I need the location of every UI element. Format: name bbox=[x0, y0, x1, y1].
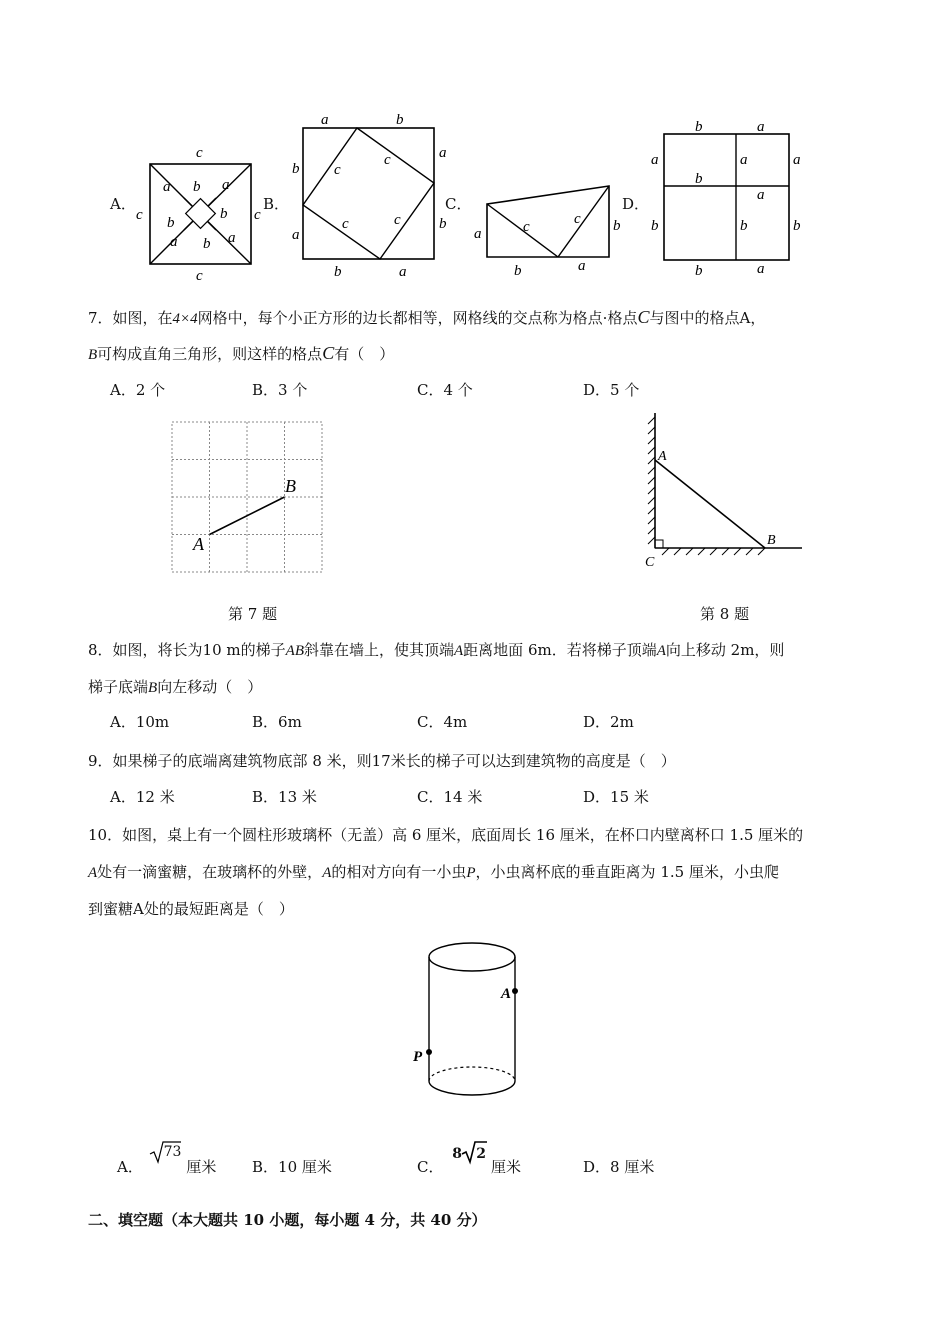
q7-option-a[interactable]: A．2 个 bbox=[110, 381, 166, 399]
svg-text:b: b bbox=[439, 216, 447, 232]
point-a-label: A bbox=[193, 534, 204, 554]
q6-figure-c bbox=[470, 175, 630, 285]
q6a-label-c-bottom: c bbox=[196, 268, 203, 280]
q8-option-a[interactable]: A．10m bbox=[110, 713, 170, 731]
q6-figure-d bbox=[645, 110, 815, 285]
svg-text:c: c bbox=[334, 162, 341, 178]
q10-stem-line1: 10．如图，桌上有一个圆柱形玻璃杯（无盖）高 6 厘米，底面周长 16 厘米，在杯口内壁离杯口 1.5 厘米的 bbox=[88, 826, 804, 844]
svg-text:b: b bbox=[613, 218, 621, 234]
svg-text:a: a bbox=[757, 119, 765, 135]
point-b-label: B bbox=[285, 476, 296, 496]
svg-text:C: C bbox=[645, 555, 655, 570]
q6-option-c-label[interactable]: C． bbox=[445, 195, 472, 213]
q9-option-b[interactable]: B．13 米 bbox=[252, 788, 317, 806]
section-2-title: 二、填空题（本大题共 10 小题，每小题 4 分，共 40 分） bbox=[88, 1211, 487, 1229]
svg-text:a: a bbox=[439, 145, 447, 161]
q8-stem-line2: 梯子底端B向左移动（ ） bbox=[88, 678, 263, 696]
point-p-dot bbox=[426, 1049, 432, 1055]
svg-text:a: a bbox=[757, 187, 765, 203]
svg-text:a: a bbox=[321, 112, 329, 128]
svg-text:a: a bbox=[651, 152, 659, 168]
svg-text:a: a bbox=[292, 227, 300, 243]
q7-option-c[interactable]: C．4 个 bbox=[417, 381, 473, 399]
svg-text:a: a bbox=[170, 234, 178, 250]
svg-text:A: A bbox=[658, 449, 667, 464]
svg-text:a: a bbox=[399, 264, 407, 280]
svg-text:b: b bbox=[193, 179, 201, 195]
svg-text:a: a bbox=[222, 177, 230, 193]
ladder-ab bbox=[655, 460, 765, 548]
svg-text:b: b bbox=[695, 171, 703, 187]
q7-grid-figure bbox=[165, 415, 335, 580]
q10-stem-line3: 到蜜糖A处的最短距离是（ ） bbox=[88, 900, 294, 918]
svg-text:a: a bbox=[757, 261, 765, 277]
q6-figure-a bbox=[130, 140, 270, 280]
svg-text:c: c bbox=[523, 219, 530, 235]
q8-option-c[interactable]: C．4m bbox=[417, 713, 468, 731]
q9-option-d[interactable]: D．15 米 bbox=[583, 788, 649, 806]
svg-text:b: b bbox=[334, 264, 342, 280]
svg-text:c: c bbox=[342, 216, 349, 232]
q6a-label-c-top: c bbox=[196, 145, 203, 161]
svg-text:b: b bbox=[203, 236, 211, 252]
q6-figure-b bbox=[284, 110, 454, 280]
q10-option-a[interactable]: A． 73 厘米 bbox=[117, 1152, 216, 1177]
q8-option-b[interactable]: B．6m bbox=[252, 713, 302, 731]
svg-text:b: b bbox=[651, 218, 659, 234]
q10-cylinder-figure bbox=[405, 935, 535, 1105]
q7-caption: 第 7 题 bbox=[228, 605, 278, 623]
svg-text:c: c bbox=[574, 211, 581, 227]
svg-text:b: b bbox=[220, 206, 228, 222]
svg-text:a: a bbox=[740, 152, 748, 168]
svg-text:a: a bbox=[228, 230, 236, 246]
svg-text:b: b bbox=[514, 263, 522, 279]
q10-stem-line2: A处有一滴蜜糖，在玻璃杯的外壁，A的相对方向有一小虫P，小虫离杯底的垂直距离为 1.5 厘米，小虫爬 bbox=[88, 863, 779, 881]
svg-text:b: b bbox=[167, 215, 175, 231]
svg-text:P: P bbox=[413, 1049, 423, 1065]
q8-caption: 第 8 题 bbox=[700, 605, 750, 623]
q7-option-b[interactable]: B．3 个 bbox=[252, 381, 308, 399]
svg-text:b: b bbox=[695, 119, 703, 135]
q8-option-d[interactable]: D．2m bbox=[583, 713, 634, 731]
svg-text:a: a bbox=[474, 226, 482, 242]
point-a-dot bbox=[512, 988, 518, 994]
q6-option-d-label[interactable]: D． bbox=[622, 195, 650, 213]
q6a-label-c-right: c bbox=[254, 207, 261, 223]
q6-option-b-label[interactable]: B． bbox=[263, 195, 290, 213]
q9-option-c[interactable]: C．14 米 bbox=[417, 788, 483, 806]
q10-option-d[interactable]: D．8 厘米 bbox=[583, 1158, 655, 1176]
svg-text:a: a bbox=[793, 152, 801, 168]
svg-text:b: b bbox=[292, 161, 300, 177]
svg-text:b: b bbox=[793, 218, 801, 234]
q10-option-b[interactable]: B．10 厘米 bbox=[252, 1158, 332, 1176]
q10-option-c[interactable]: C． 8 2 厘米 bbox=[417, 1152, 521, 1177]
q7-option-d[interactable]: D．5 个 bbox=[583, 381, 640, 399]
q7-stem-line1: 7．如图，在4×4网格中，每个小正方形的边长都相等，网格线的交点称为格点·格点C与图中的格点A， bbox=[88, 307, 766, 327]
svg-text:b: b bbox=[740, 218, 748, 234]
svg-text:a: a bbox=[163, 179, 171, 195]
q6-option-a-label[interactable]: A． bbox=[110, 195, 136, 213]
svg-text:b: b bbox=[695, 263, 703, 279]
svg-text:c: c bbox=[384, 152, 391, 168]
svg-text:c: c bbox=[394, 212, 401, 228]
q9-option-a[interactable]: A．12 米 bbox=[110, 788, 175, 806]
q6a-label-c-left: c bbox=[136, 207, 143, 223]
q8-stem-line1: 8．如图，将长为10 m的梯子AB斜靠在墙上，使其顶端A距离地面 6m．若将梯子顶端A向上移动 2m，则 bbox=[88, 641, 785, 659]
q9-stem: 9．如果梯子的底端离建筑物底部 8 米，则17米长的梯子可以达到建筑物的高度是（ ） bbox=[88, 752, 676, 770]
svg-text:b: b bbox=[396, 112, 404, 128]
q7-stem-line2: B可构成直角三角形，则这样的格点C有（ ） bbox=[88, 343, 395, 363]
q8-ladder-figure bbox=[635, 405, 815, 575]
svg-text:B: B bbox=[767, 533, 776, 548]
svg-text:A: A bbox=[501, 986, 512, 1002]
svg-text:a: a bbox=[578, 258, 586, 274]
